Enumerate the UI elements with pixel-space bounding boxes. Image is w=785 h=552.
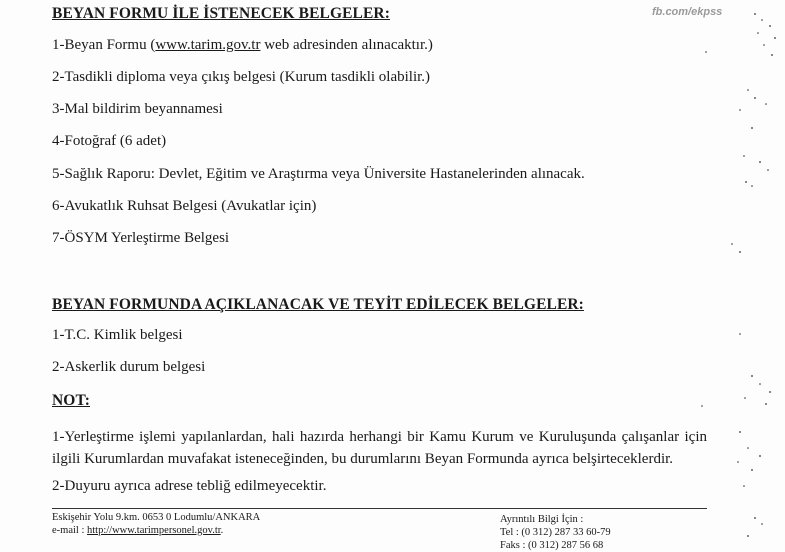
footer-address: Eskişehir Yolu 9.km. 0653 0 Lodumlu/ANKARA	[52, 512, 261, 523]
list-item: 1-T.C. Kimlik belgesi	[52, 327, 183, 343]
list-item: 3-Mal bildirim beyannamesi	[52, 101, 223, 117]
note-paragraph: 1-Yerleştirme işlemi yapılanlardan, hali hazırda herhangi bir Kamu Kurum ve Kuruluşunda çalışanlar için ilgili Kurumlardan muvafakat isteneceğinden, bu durumlarını Beyan Formunda ayrıca belşirteceklerdir.	[52, 429, 707, 467]
section1-heading: BEYAN FORMU İLE İSTENECEK BELGELER:	[52, 5, 390, 22]
footer-address-block	[52, 511, 260, 537]
list-item: 6-Avukatlık Ruhsat Belgesi (Avukatlar için)	[52, 198, 317, 214]
tel-line: Tel : (0 312) 287 33 60-79	[500, 527, 611, 538]
email-label: e-mail :	[52, 525, 87, 536]
list-item: 4-Fotoğraf (6 adet)	[52, 133, 167, 149]
watermark: fb.com/ekpss	[652, 6, 723, 18]
info-label: Ayrıntılı Bilgi İçin :	[500, 514, 584, 525]
list-item: 2-Askerlik durum belgesi	[52, 359, 206, 375]
footer-contact-block	[500, 513, 611, 552]
footer-divider	[52, 508, 707, 509]
item-suffix: web adresinden alınacaktır.)	[260, 37, 433, 53]
list-item	[52, 37, 433, 54]
list-item: 7-ÖSYM Yerleştirme Belgesi	[52, 230, 230, 246]
fax-line: Faks : (0 312) 287 56 68	[500, 540, 604, 551]
item-prefix: 1-Beyan Formu (	[52, 37, 156, 53]
list-item: 5-Sağlık Raporu: Devlet, Eğitim ve Araştırma veya Üniversite Hastanelerinden alınacak.	[52, 166, 585, 182]
footer-email-line	[52, 524, 260, 537]
tarim-link[interactable]: www.tarim.gov.tr	[155, 37, 261, 53]
email-link[interactable]: http://www.tarimpersonel.gov.tr	[87, 525, 221, 536]
scan-specks	[700, 0, 785, 544]
note-paragraph: 2-Duyuru ayrıca adrese tebliğ edilmeyecektir.	[52, 478, 327, 494]
list-item: 2-Tasdikli diploma veya çıkış belgesi (Kurum tasdikli olabilir.)	[52, 69, 431, 85]
section2-heading: BEYAN FORMUNDA AÇIKLANACAK VE TEYİT EDİLECEK BELGELER:	[52, 296, 584, 313]
email-suffix: .	[220, 525, 224, 536]
notes-heading: NOT:	[52, 392, 90, 409]
